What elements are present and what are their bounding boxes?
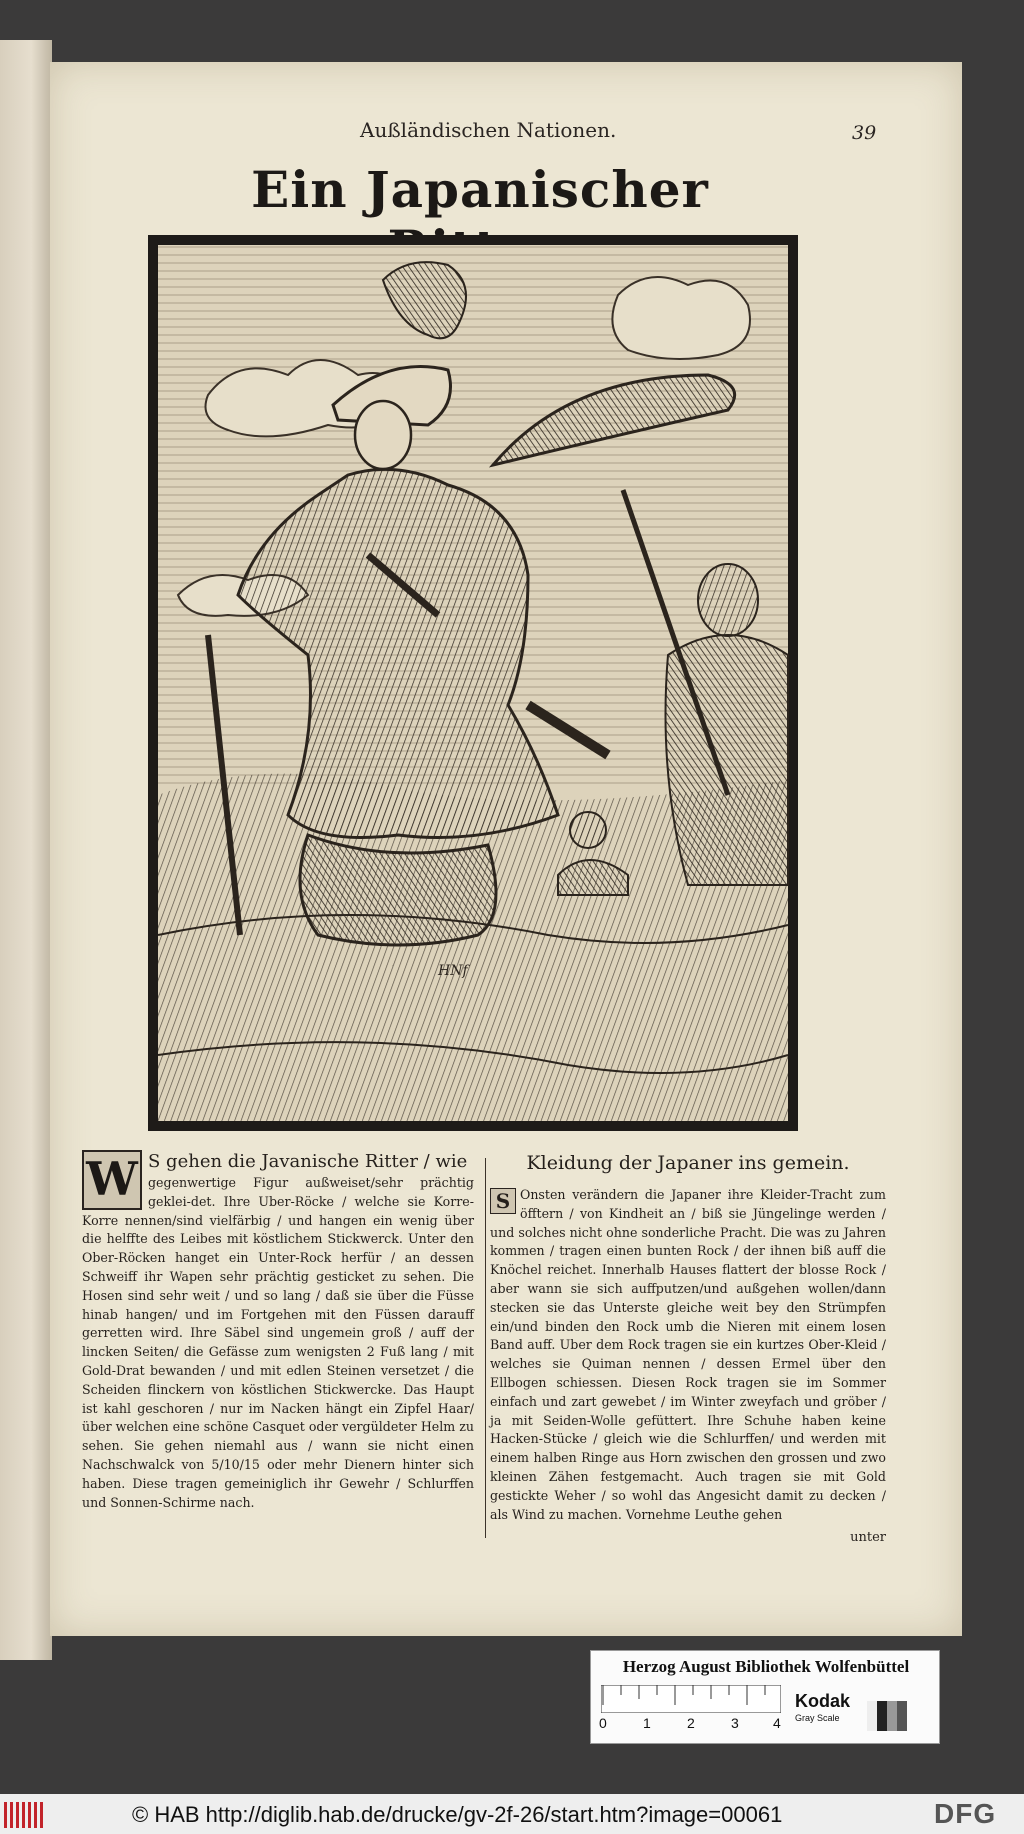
woodcut-illustration xyxy=(148,235,798,1131)
footer-url[interactable]: © HAB http://diglib.hab.de/drucke/gv-2f-26/start.htm?image=00061 xyxy=(132,1802,783,1827)
ruler-number: 0 xyxy=(599,1715,607,1731)
ruler-number: 4 xyxy=(773,1715,781,1731)
right-heading: Kleidung der Japaner ins gemein. xyxy=(526,1152,850,1174)
right-body-text: Onsten verändern die Japaner ihre Kleider-Tracht zum öfftern / von Kindheit an / biß sie Jüngelinge werden / und solches nicht ohne sonderliche Pracht. Die was zu Jahren kommen / tragen einen bunten Rock / der ihnen biß auff die Knöchel reichet. Innerhalb Hauses flattert der blosse Rock / aber wann sie sich auffputzen/und außgehen wollen/dann stecken sie das Unterste gleiche weit bey den Strümpfen ein/und binden den Rock umb die Nieren mit einem losen Band auff. Uber dem Rock tragen sie ein kurtzes Ober-Kleid / welches sie Quiman nennen / dessen Ermel über den Ellbogen schiessen. Diesen Rock tragen sie im Sommer einfach und zart gewebet / im Winter zweyfach und gröber / ja mit Seiden-Wolle gefüttert. Ihre Schuhe haben keine Hacken-Stücke / gleich wie die Schlurffen/ und werden mit einem halben Ringe aus Horn zwischen den grossen und zwo kleinen Zähen festgemacht. Auch tragen sie mit Gold gestickte Weher / so wohl das Angesicht damit zu decken / als Wind zu machen. Vornehme Leuthe gehen xyxy=(490,1187,886,1522)
running-header: Außländischen Nationen. xyxy=(360,118,617,142)
page-title: Ein Japanischer xyxy=(251,160,709,219)
left-body-text: gegenwertige Figur außweiset/sehr prächtig geklei-det. Ihre Uber-Röcke / welche sie Korre-Korre nennen/sind vielfärbig / und hangen ein wenig über die helffte des Leibes mit köstlichem Stickwerck. Unter den Ober-Röcken hanget ein Unter-Rock herfür / an dessen Schweiff ihr Wapen sehr prächtig gesticket zu sehen. Die Hosen sind sehr weit / und so lang / daß sie über die Füsse hinab hangen/ und im Fortgehen mit den Füssen darauff gerretten wird. Ihre Säbel sind ungemein groß / auff der lincken Seiten/ die Gefässe zum wenigsten 2 Fuß lang / mit Gold-Drat bewanden / und mit edlen Steinen versetzet / die Scheiden flinckern von köstlichen Stickwercke. Das Haupt ist kahl geschoren / nur im Nacken hängt ein Zipfel Haar/ über welchen eine schöne Casquet oder vergüldeter Helm zu sehen. Sie gehen niemahl aus / wann sie nicht einen Nachschwalck von 5/10/15 oder mehr Dienern hinter sich haben. Diese tragen gemeiniglich ihr Gewehr / Schlurffen und Sonnen-Schirme nach. xyxy=(82,1175,474,1510)
gray-scale-label: Gray Scale xyxy=(795,1713,840,1723)
left-column xyxy=(82,1150,474,1512)
hab-logo-icon xyxy=(4,1802,44,1828)
card-title: Herzog August Bibliothek Wolfenbüttel xyxy=(622,1657,910,1676)
left-first-line: S gehen die Javanische Ritter / wie xyxy=(148,1151,468,1172)
ruler-number: 2 xyxy=(687,1715,695,1731)
dfg-logo: DFG xyxy=(934,1798,997,1829)
facing-page-edge xyxy=(0,40,52,1660)
drop-cap-right: S xyxy=(490,1188,516,1214)
gray-scale-patch xyxy=(867,1701,907,1731)
color-calibration-card xyxy=(590,1650,940,1744)
ruler-number: 1 xyxy=(643,1715,651,1731)
ruler-icon xyxy=(601,1685,781,1713)
ruler-numbers xyxy=(597,1715,787,1735)
kodak-label: Kodak xyxy=(795,1691,851,1711)
ruler-number: 3 xyxy=(731,1715,739,1731)
page-number: 39 xyxy=(852,122,877,144)
drop-cap-left: W xyxy=(82,1150,142,1210)
right-column xyxy=(490,1150,886,1545)
footer-bar xyxy=(0,1794,1024,1834)
catchword: unter xyxy=(850,1530,886,1546)
woodcut-signature: HNf xyxy=(438,963,468,979)
column-divider xyxy=(485,1158,486,1538)
